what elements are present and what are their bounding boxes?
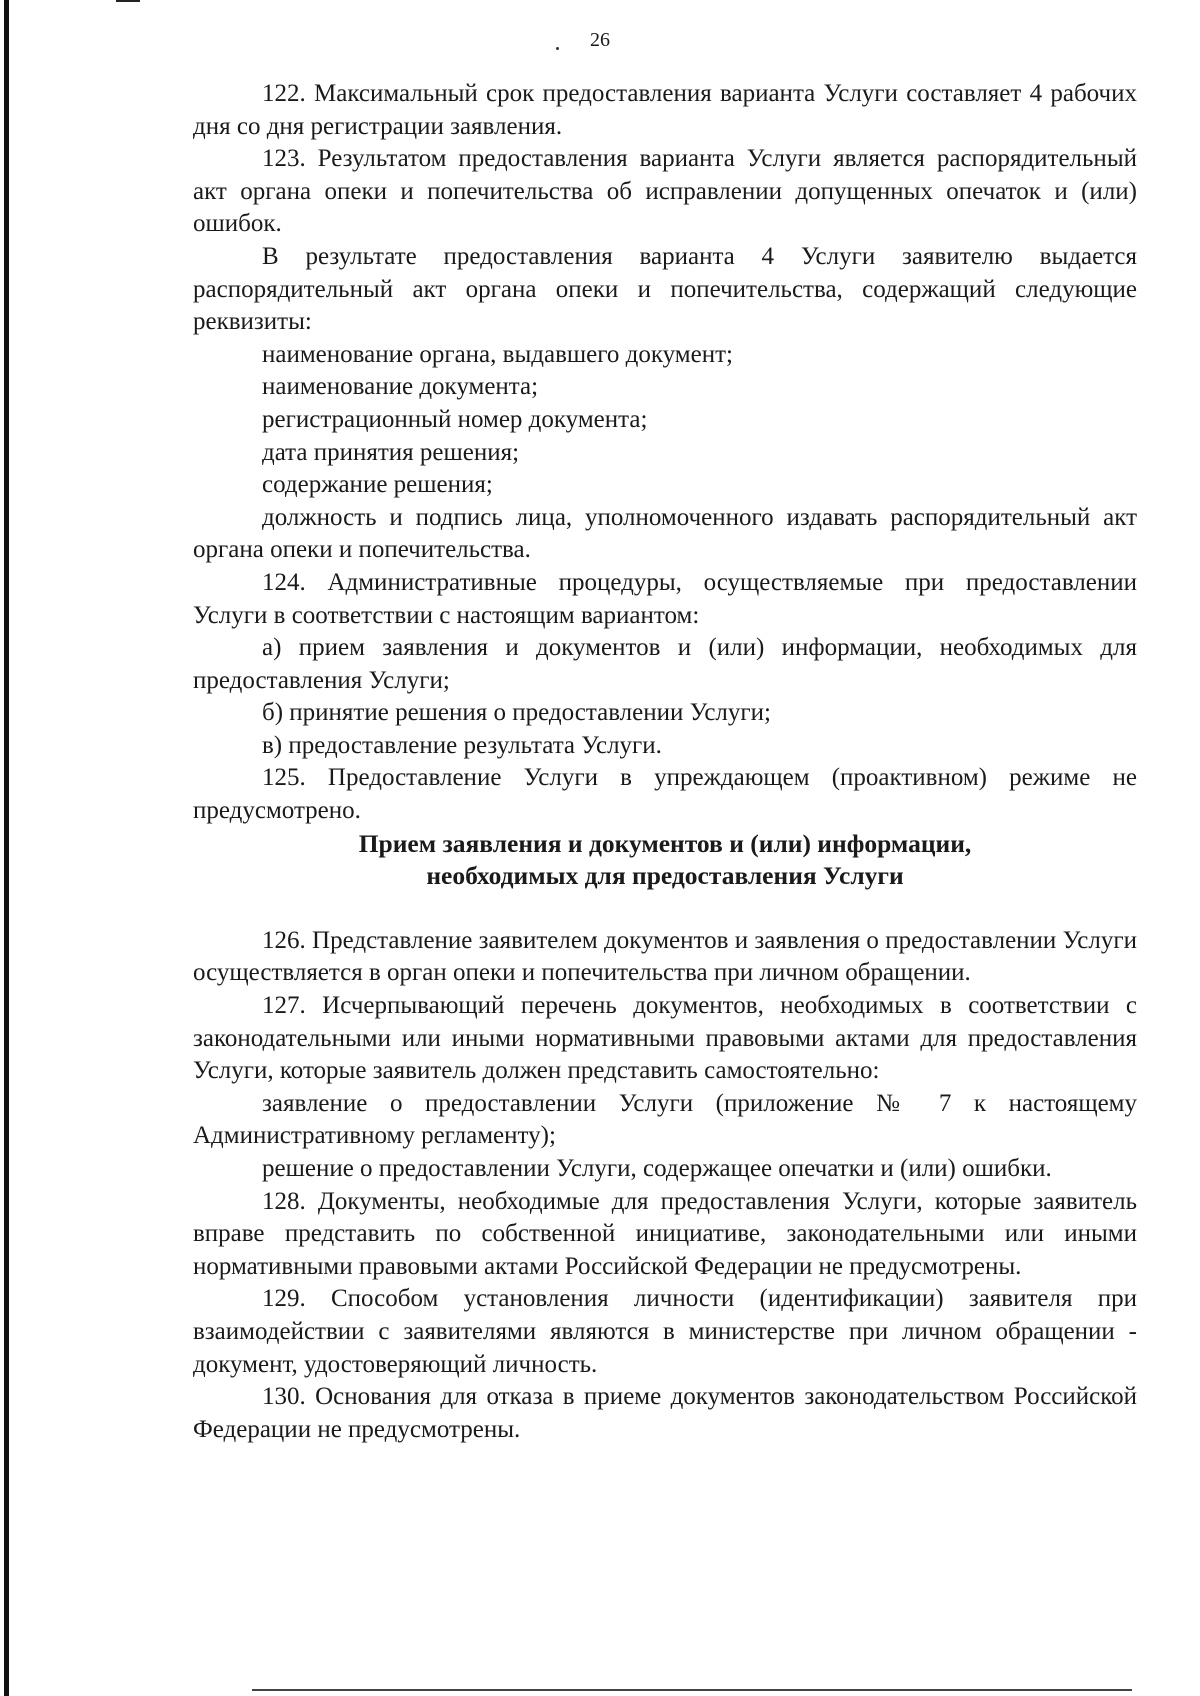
paragraph-122: 122. Максимальный срок предоставления варианта Услуги составляет 4 рабочих дня со дня регистрации заявления. bbox=[193, 80, 1137, 140]
requisite-item: регистрационный номер документа; bbox=[262, 405, 648, 433]
document-list-item-application: заявление о предоставлении Услуги (приложение № 7 к настоящему Административному регламенту); bbox=[193, 1089, 1137, 1150]
paragraph-result-intro: В результате предоставления варианта 4 Услуги заявителю выдается распорядительный акт органа опеки и попечительства, содержащий следующие реквизиты: bbox=[193, 242, 1137, 336]
requisite-item-signature: должность и подпись лица, уполномоченного издавать распорядительный акт органа опеки и попечительства. bbox=[193, 503, 1137, 564]
heading-spacer bbox=[193, 893, 1137, 925]
procedure-item-a: а) прием заявления и документов и (или) информации, необходимых для предоставления Услуги; bbox=[193, 634, 1137, 694]
paragraph-128: 128. Документы, необходимые для предоставления Услуги, которые заявитель вправе представить по собственной инициативе, законодательными или иными нормативными правовыми актами Российской Федерации не предусмотрены. bbox=[193, 1187, 1137, 1280]
requisite-item: содержание решения; bbox=[262, 471, 493, 499]
requisite-item: дата принятия решения; bbox=[262, 438, 520, 466]
procedure-item-c: в) предоставление результата Услуги. bbox=[262, 731, 662, 759]
document-list-item-decision: решение о предоставлении Услуги, содержащее опечатки и (или) ошибки. bbox=[262, 1155, 1052, 1182]
section-heading-line2: необходимых для предоставления Услуги bbox=[426, 861, 904, 891]
paragraph-130: 130. Основания для отказа в приеме документов законодательством Российской Федерации не предусмотрены. bbox=[193, 1383, 1137, 1443]
document-body bbox=[193, 78, 1137, 1446]
section-heading bbox=[193, 828, 1137, 893]
paragraph-123: 123. Результатом предоставления варианта Услуги является распорядительный акт органа опеки и попечительства об исправлении допущенных опечаток и (или) ошибок. bbox=[193, 145, 1137, 238]
paragraph-126: 126. Представление заявителем документов и заявления о предоставлении Услуги осуществляется в орган опеки и попечительства при личном обращении. bbox=[193, 926, 1137, 987]
requisite-item: наименование документа; bbox=[262, 373, 539, 401]
scan-top-mark bbox=[116, 0, 140, 2]
paragraph-127: 127. Исчерпывающий перечень документов, необходимых в соответствии с законодательными или иными нормативными правовыми актами для предоставления Услуги, которые заявитель должен представить самостоятельно: bbox=[193, 992, 1137, 1085]
page-number: 26 bbox=[590, 29, 610, 51]
paragraph-125: 125. Предоставление Услуги в упреждающем (проактивном) режиме не предусмотрено. bbox=[193, 764, 1137, 825]
paragraph-129: 129. Способом установления личности (идентификации) заявителя при взаимодействии с заявителями являются в министерстве при личном обращении - документ, удостоверяющий личность. bbox=[193, 1285, 1137, 1378]
procedure-item-b: б) принятие решения о предоставлении Услуги; bbox=[262, 699, 771, 727]
paragraph-124: 124. Административные процедуры, осуществляемые при предоставлении Услуги в соответствии с настоящим вариантом: bbox=[193, 568, 1137, 629]
scan-bottom-rule bbox=[252, 1689, 1132, 1691]
requisite-item: наименование органа, выдавшего документ; bbox=[262, 340, 733, 368]
scan-left-edge bbox=[4, 0, 9, 1696]
section-heading-line1: Прием заявления и документов и (или) информации, bbox=[358, 828, 972, 858]
